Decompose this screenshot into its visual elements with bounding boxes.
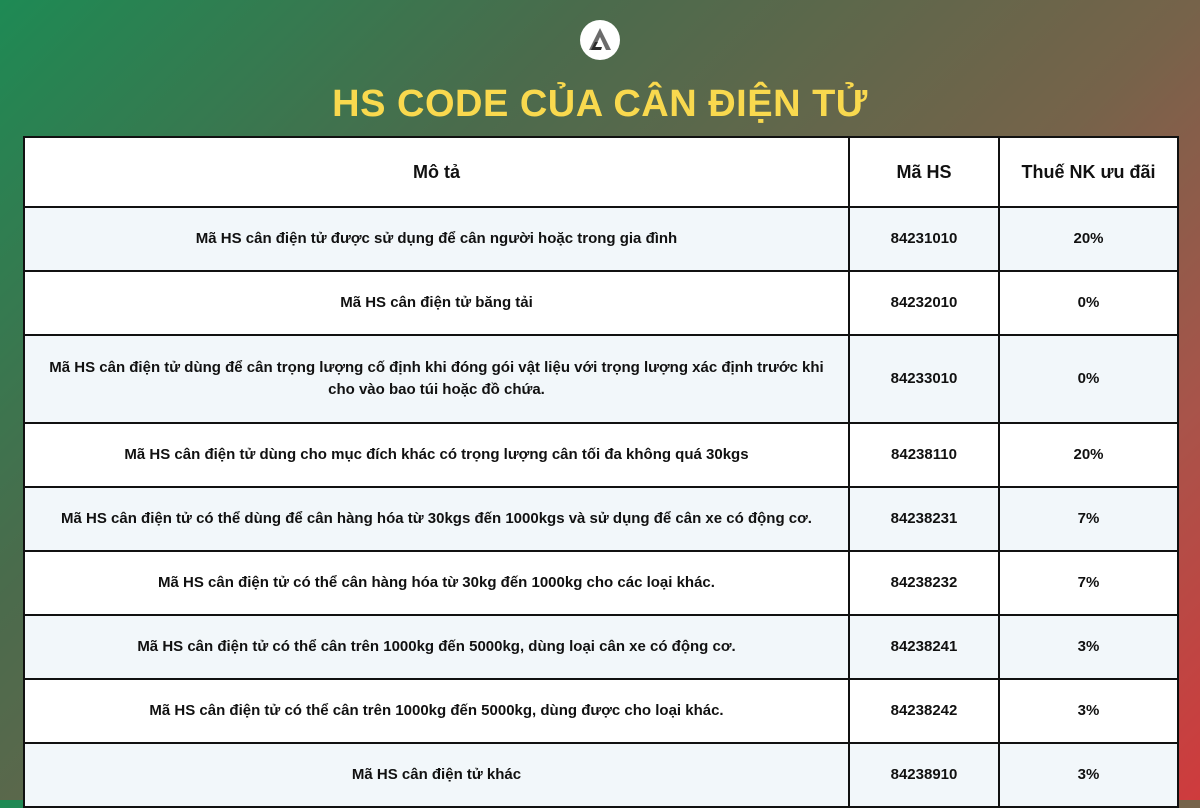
description-cell: Mã HS cân điện tử có thể dùng để cân hàng hóa từ 30kgs đến 1000kgs và sử dụng để cân xe có động cơ. <box>24 487 849 551</box>
table-row <box>24 743 1178 807</box>
tax-cell: 3% <box>999 615 1178 679</box>
header-row <box>24 137 1178 207</box>
hs-code-cell: 84232010 <box>849 271 999 335</box>
page-title: HS CODE CỦA CÂN ĐIỆN TỬ <box>332 83 868 125</box>
hs-code-cell: 84233010 <box>849 335 999 423</box>
tax-cell: 3% <box>999 743 1178 807</box>
table-row <box>24 271 1178 335</box>
description-cell: Mã HS cân điện tử băng tải <box>24 271 849 335</box>
hs-code-cell: 84238242 <box>849 679 999 743</box>
table-row <box>24 487 1178 551</box>
hs-code-cell: 84238110 <box>849 423 999 487</box>
column-header-import-tax: Thuế NK ưu đãi <box>999 137 1178 207</box>
table-row <box>24 615 1178 679</box>
tax-cell: 3% <box>999 679 1178 743</box>
column-header-hs-code: Mã HS <box>849 137 999 207</box>
hs-code-cell: 84238910 <box>849 743 999 807</box>
hs-code-cell: 84238231 <box>849 487 999 551</box>
brand-logo-icon <box>580 20 620 60</box>
table-row <box>24 423 1178 487</box>
description-cell: Mã HS cân điện tử có thể cân trên 1000kg đến 5000kg, dùng loại cân xe có động cơ. <box>24 615 849 679</box>
tax-cell: 7% <box>999 487 1178 551</box>
table-row <box>24 679 1178 743</box>
description-cell: Mã HS cân điện tử có thể cân trên 1000kg đến 5000kg, dùng được cho loại khác. <box>24 679 849 743</box>
table-row <box>24 335 1178 423</box>
table-row <box>24 551 1178 615</box>
hs-code-cell: 84231010 <box>849 207 999 271</box>
la-monogram-logo-icon <box>585 25 615 55</box>
description-cell: Mã HS cân điện tử dùng để cân trọng lượng cố định khi đóng gói vật liệu với trọng lượng xác định trước khi cho vào bao túi hoặc đồ chứa. <box>24 335 849 423</box>
hs-code-cell: 84238232 <box>849 551 999 615</box>
tax-cell: 7% <box>999 551 1178 615</box>
description-cell: Mã HS cân điện tử được sử dụng để cân người hoặc trong gia đình <box>24 207 849 271</box>
tax-cell: 20% <box>999 423 1178 487</box>
description-cell: Mã HS cân điện tử có thể cân hàng hóa từ 30kg đến 1000kg cho các loại khác. <box>24 551 849 615</box>
tax-cell: 0% <box>999 335 1178 423</box>
hs-code-cell: 84238241 <box>849 615 999 679</box>
hs-code-table <box>23 136 1179 808</box>
description-cell: Mã HS cân điện tử dùng cho mục đích khác có trọng lượng cân tối đa không quá 30kgs <box>24 423 849 487</box>
tax-cell: 0% <box>999 271 1178 335</box>
column-header-description: Mô tả <box>24 137 849 207</box>
tax-cell: 20% <box>999 207 1178 271</box>
description-cell: Mã HS cân điện tử khác <box>24 743 849 807</box>
table-row <box>24 207 1178 271</box>
